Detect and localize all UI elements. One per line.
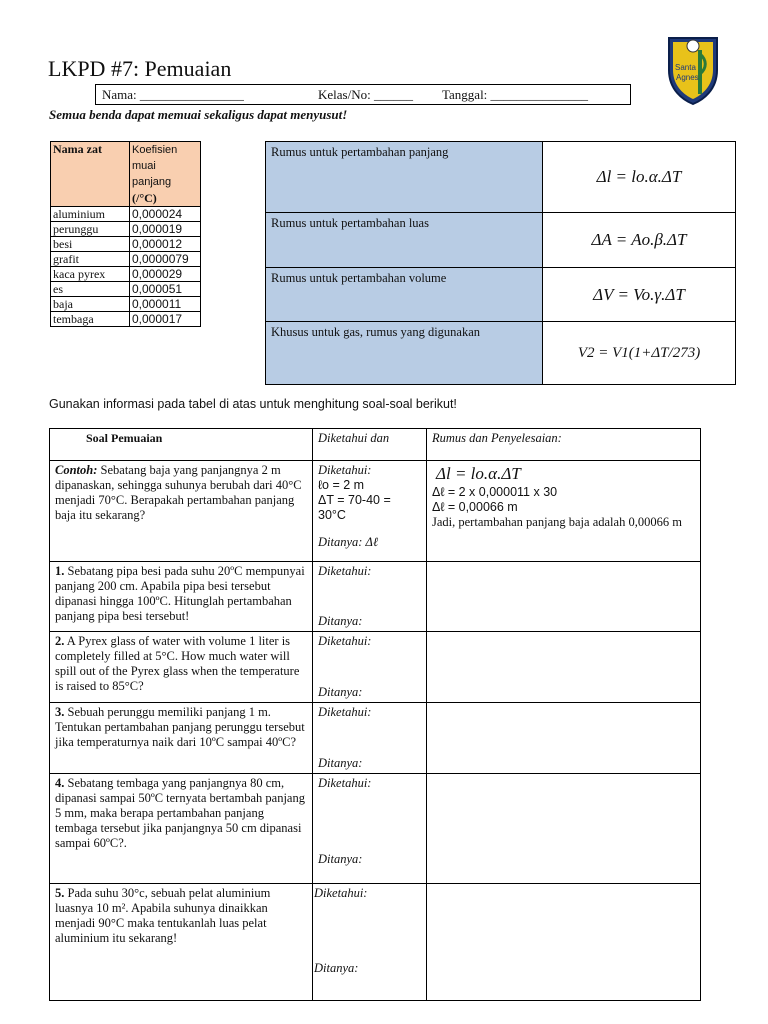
coef-value: 0,000051	[130, 282, 201, 297]
formula-label: Rumus untuk pertambahan luas	[266, 213, 543, 268]
problem-number: 1.	[55, 564, 65, 578]
material-name: baja	[51, 297, 130, 312]
problem-row	[50, 884, 701, 1001]
tanggal-field[interactable]: Tanggal: _______________	[442, 87, 589, 102]
material-name: aluminium	[51, 207, 130, 222]
material-name: besi	[51, 237, 130, 252]
problem-question	[50, 884, 313, 1001]
solution-step: Δℓ = 2 x 0,000011 x 30	[432, 485, 558, 499]
known-value: ℓo = 2 m	[318, 478, 365, 492]
problem-number: 2.	[55, 634, 65, 648]
problems-table	[49, 428, 701, 1001]
coefficient-table	[50, 141, 201, 327]
problem-text: Pada suhu 30°c, sebuah pelat aluminium luasnya 10 m². Apabila suhunya dinaikkan menjadi 90°C maka tentukanlah luas pelat aluminium itu sekarang!	[55, 886, 271, 945]
coef-value: 0,000029	[130, 267, 201, 282]
table-row	[51, 222, 201, 237]
problem-known[interactable]	[313, 703, 427, 774]
tagline: Semua benda dapat memuai sekaligus dapat menyusut!	[49, 107, 348, 122]
coef-value: 0,000019	[130, 222, 201, 237]
problem-answer[interactable]	[427, 632, 701, 703]
formula-row	[266, 322, 736, 385]
coef-value: 0,000017	[130, 312, 201, 327]
coef-value: 0,000012	[130, 237, 201, 252]
material-name: es	[51, 282, 130, 297]
material-name: kaca pyrex	[51, 267, 130, 282]
problem-text: Sebatang pipa besi pada suhu 20ºC mempunyai panjang 200 cm. Apabila pipa besi tersebut dipanasi hingga 100ºC. Hitunglah pertambahan panjang pipa besi tersebut!	[55, 564, 305, 623]
material-name: grafit	[51, 252, 130, 267]
header-rumus: Rumus dan Penyelesaian:	[427, 429, 701, 461]
example-lead: Contoh:	[55, 463, 98, 477]
kelas-field[interactable]: Kelas/No: ______	[318, 87, 413, 102]
coef-header-name: Nama zat	[51, 142, 130, 207]
formula-row	[266, 213, 736, 268]
example-solution	[427, 461, 701, 562]
problem-row	[50, 774, 701, 884]
problem-known[interactable]	[313, 774, 427, 884]
problem-question	[50, 774, 313, 884]
material-name: perunggu	[51, 222, 130, 237]
coef-header-line1: Koefisien	[132, 144, 178, 156]
problem-row	[50, 562, 701, 632]
diketahui-label: Diketahui:	[318, 705, 372, 719]
formula-volume: ΔV = Vo.γ.ΔT	[543, 268, 736, 322]
coef-value: 0,000024	[130, 207, 201, 222]
ditanya-label: Ditanya: Δℓ	[318, 535, 379, 549]
problem-answer[interactable]	[427, 774, 701, 884]
table-row	[51, 237, 201, 252]
example-formula: Δl = lo.α.ΔT	[436, 464, 521, 483]
coef-header-value	[130, 142, 201, 207]
diketahui-label: Diketahui:	[318, 463, 372, 477]
formula-label: Rumus untuk pertambahan volume	[266, 268, 543, 322]
formula-label: Khusus untuk gas, rumus yang digunakan	[266, 322, 543, 385]
formula-length: Δl = lo.α.ΔT	[543, 142, 736, 213]
formula-label: Rumus untuk pertambahan panjang	[266, 142, 543, 213]
table-header-row	[50, 429, 701, 461]
coef-header-line2: muai panjang	[132, 160, 172, 188]
problem-known[interactable]	[313, 632, 427, 703]
material-name: tembaga	[51, 312, 130, 327]
table-row	[51, 267, 201, 282]
nama-field[interactable]: Nama: ________________	[102, 87, 244, 102]
problem-question	[50, 703, 313, 774]
diketahui-label: Diketahui:	[314, 886, 368, 900]
problem-answer[interactable]	[427, 703, 701, 774]
diketahui-label: Diketahui:	[318, 564, 372, 578]
diketahui-label: Diketahui:	[318, 634, 372, 648]
formula-row	[266, 268, 736, 322]
diketahui-label: Diketahui:	[318, 776, 372, 790]
logo-text-santa: Santa	[675, 63, 696, 72]
known-value: ΔT = 70-40 = 30°C	[318, 493, 391, 522]
problem-number: 5.	[55, 886, 65, 900]
problem-question	[50, 632, 313, 703]
problem-answer[interactable]	[427, 884, 701, 1001]
problem-known[interactable]	[313, 562, 427, 632]
problem-number: 4.	[55, 776, 65, 790]
table-row	[51, 252, 201, 267]
formula-table	[265, 141, 736, 385]
header-diketahui: Diketahui dan	[313, 429, 427, 461]
problem-known[interactable]	[313, 884, 427, 1001]
coef-value: 0,000011	[130, 297, 201, 312]
ditanya-label: Ditanya:	[318, 614, 363, 628]
problem-text: Sebuah perunggu memiliki panjang 1 m. Tentukan pertambahan panjang perunggu tersebut jika temperaturnya naik dari 10ºC sampai 40ºC?	[55, 705, 305, 749]
example-question	[50, 461, 313, 562]
table-row	[51, 312, 201, 327]
problem-answer[interactable]	[427, 562, 701, 632]
table-row	[51, 207, 201, 222]
example-row	[50, 461, 701, 562]
problem-row	[50, 632, 701, 703]
problem-question	[50, 562, 313, 632]
logo-text-agnes: Agnes	[676, 73, 699, 82]
example-text: Sebatang baja yang panjangnya 2 m dipanaskan, sehingga suhunya berubah dari 40°C menjadi 70°C. Berapakah pertambahan panjang baja itu sekarang?	[55, 463, 302, 522]
solution-conclusion: Jadi, pertambahan panjang baja adalah 0,00066 m	[432, 515, 682, 529]
ditanya-label: Ditanya:	[318, 685, 363, 699]
table-row	[51, 297, 201, 312]
problem-text: Sebatang tembaga yang panjangnya 80 cm, dipanasi sampai 50ºC ternyata bertambah panjang 5 mm, maka berapa pertambahan panjang tembaga tersebut jika panjangnya 50 cm dipanasi sampai 60ºC?.	[55, 776, 305, 850]
solution-step: Δℓ = 0,00066 m	[432, 500, 518, 514]
table-row	[51, 282, 201, 297]
coef-header-unit: (/°C)	[132, 191, 157, 205]
formula-area: ΔA = Ao.β.ΔT	[543, 213, 736, 268]
school-logo	[663, 34, 723, 106]
coef-value: 0,0000079	[130, 252, 201, 267]
header-soal: Soal Pemuaian	[50, 429, 313, 461]
problem-text: A Pyrex glass of water with volume 1 liter is completely filled at 5°C. How much water will spill out of the Pyrex glass when the temperature is raised to 85°C?	[55, 634, 300, 693]
student-info-box	[95, 84, 631, 105]
problem-row	[50, 703, 701, 774]
ditanya-label: Ditanya:	[318, 756, 363, 770]
ditanya-label: Ditanya:	[314, 961, 359, 975]
formula-row	[266, 142, 736, 213]
instruction-text: Gunakan informasi pada tabel di atas untuk menghitung soal-soal berikut!	[49, 397, 457, 411]
formula-gas: V2 = V1(1+ΔT/273)	[543, 322, 736, 385]
ditanya-label: Ditanya:	[318, 852, 363, 866]
page-title: LKPD #7: Pemuaian	[48, 56, 232, 81]
problem-number: 3.	[55, 705, 65, 719]
example-known	[313, 461, 427, 562]
